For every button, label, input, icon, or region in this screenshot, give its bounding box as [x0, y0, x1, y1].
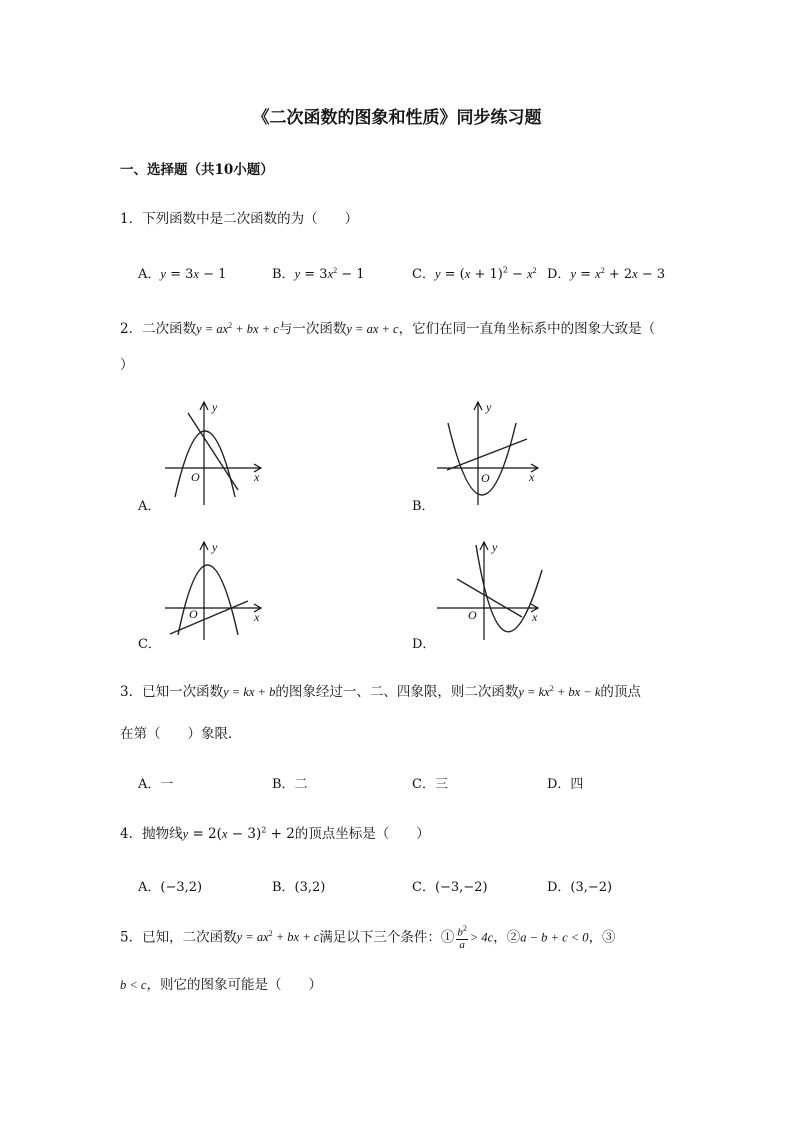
graph-d-label[interactable]: D．	[412, 637, 436, 652]
question-4-option-d[interactable]: D．(3,−2)	[547, 880, 613, 895]
question-3-option-c[interactable]: C．三	[412, 777, 448, 792]
page-title: 《二次函数的图象和性质》同步练习题	[252, 108, 542, 128]
option-label: D．	[547, 267, 571, 282]
origin-label: O	[189, 607, 198, 621]
line	[457, 579, 522, 617]
question-1-option-b[interactable]: B．$y = 3x^2 - 1$	[272, 265, 365, 282]
origin-label: O	[191, 470, 200, 484]
y-axis-label: y	[212, 540, 218, 554]
question-4-text: 4．抛物线$y = 2(x - 3)^2 + 2$的顶点坐标是（ ）	[120, 825, 430, 842]
question-3-option-a[interactable]: A．一	[138, 777, 174, 792]
graph-c	[160, 535, 270, 645]
question-1-option-c[interactable]: C．$y = (x + 1)^2 - x^2$	[412, 265, 537, 282]
option-label: B．	[272, 267, 295, 282]
graph-c-label[interactable]: C．	[138, 637, 161, 652]
section-heading: 一、选择题（共10小题）	[120, 162, 274, 178]
graph-a-label[interactable]: A．	[138, 499, 161, 514]
y-axis-label: y	[486, 400, 492, 414]
question-3-text-cont: 在第（ ）象限．	[120, 726, 242, 742]
question-4-option-c[interactable]: C．(−3,−2)	[412, 880, 488, 895]
question-1-text: 1．下列函数中是二次函数的为（ ）	[120, 211, 359, 227]
y-axis-label: y	[212, 400, 218, 414]
origin-label: O	[468, 608, 477, 622]
question-2-text: 2．二次函数$y = ax^2$ + bx + c与一次函数y = ax + c，它们在同一直角坐标系中的图象大致是（	[120, 320, 656, 337]
option-label: C．	[412, 267, 435, 282]
x-axis-label: x	[529, 470, 535, 484]
parabola	[175, 431, 235, 497]
x-axis-label: x	[532, 610, 538, 624]
question-1-option-a[interactable]: A．y = 3x − 1	[138, 267, 227, 282]
graph-d	[432, 535, 547, 645]
graph-b	[432, 395, 547, 510]
fraction-b2-over-a: $\frac{b^2}{a}$	[457, 924, 467, 951]
question-1-option-d[interactable]: D．$y = x^2 + 2x - 3$	[547, 265, 666, 282]
question-5-text: 5．已知，二次函数$y = ax^2$ + bx + c满足以下三个条件：① $\frac{b^2}{a}$ > 4c，②a − b + c < 0，③	[120, 924, 616, 951]
y-axis-label: y	[492, 540, 498, 554]
question-4-option-b[interactable]: B．(3,2)	[272, 880, 326, 895]
x-axis-label: x	[254, 470, 260, 484]
option-label: A．	[138, 267, 161, 282]
question-3-text: 3．已知一次函数y = kx + b的图象经过一、二、四象限，则二次函数$y = kx^2$ + bx − k的顶点	[120, 683, 641, 700]
question-2-text-cont: ）	[120, 357, 134, 373]
question-4-option-a[interactable]: A．(−3,2)	[138, 880, 203, 895]
parabola	[178, 565, 238, 635]
question-3-option-d[interactable]: D．四	[547, 777, 584, 792]
graph-b-label[interactable]: B．	[412, 499, 435, 514]
graph-a	[160, 395, 270, 510]
question-5-text-cont: b < c，则它的图象可能是（ ）	[120, 977, 322, 993]
question-3-option-b[interactable]: B．二	[272, 777, 308, 792]
x-axis-label: x	[254, 610, 260, 624]
line	[447, 439, 527, 470]
origin-label: O	[481, 471, 490, 485]
